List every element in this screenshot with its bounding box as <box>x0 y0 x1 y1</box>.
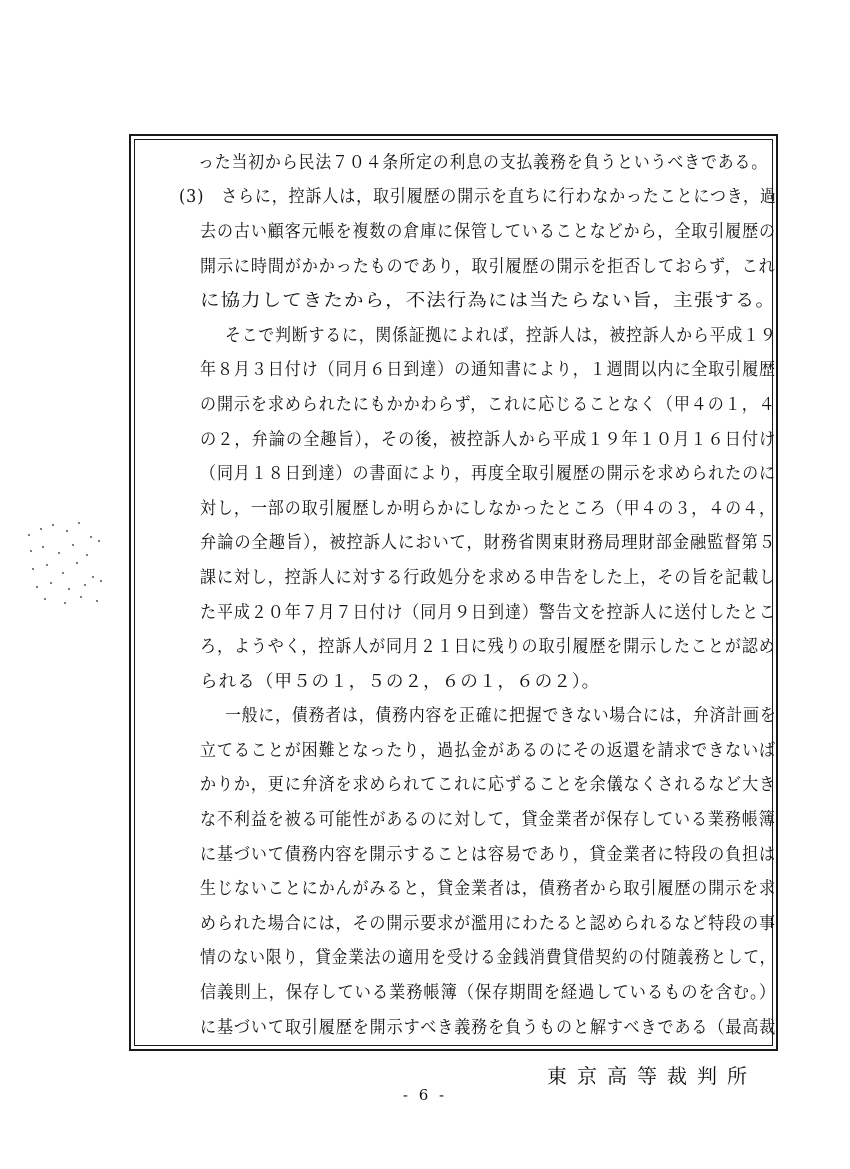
body-line: 去の古い顧客元帳を複数の倉庫に保管していることなどから，全取引履歴の <box>200 222 776 242</box>
paragraph-start-line: 一般に，債務者は，債務内容を正確に把握できない場合には，弁済計画を <box>225 706 777 726</box>
body-line: 生じないことにかんがみると，貸金業者は，債務者から取引履歴の開示を求 <box>200 879 776 899</box>
body-line: められた場合には，その開示要求が濫用にわたると認められるなど特段の事 <box>200 914 776 934</box>
body-line: に協力してきたから，不法行為には当たらない旨，主張する。 <box>200 291 776 311</box>
body-line: 信義則上，保存している業務帳簿（保存期間を経過しているものを含む。） <box>200 983 777 1003</box>
body-line: った当初から民法７０４条所定の利息の支払義務を負うというべきである。 <box>198 153 768 173</box>
body-line: の２，弁論の全趣旨），その後，被控訴人から平成１９年１０月１６日付け <box>200 430 777 450</box>
body-line: ろ，ようやく，控訴人が同月２１日に残りの取引履歴を開示したことが認め <box>200 637 776 657</box>
body-line: 立てることが困難となったり，過払金があるのにその返還を請求できないば <box>200 741 776 761</box>
body-line: 情のない限り，貸金業法の適用を受ける金銭消費貸借契約の付随義務として， <box>200 948 777 968</box>
page-number: - 6 - <box>402 1086 448 1104</box>
paragraph-start-line: そこで判断するに，関係証拠によれば，控訴人は，被控訴人から平成１９ <box>225 326 777 346</box>
body-line: （同月１８日到達）の書面により，再度全取引履歴の開示を求められたのに <box>200 464 776 484</box>
body-line: 課に対し，控訴人に対する行政処分を求める申告をした上，その旨を記載し <box>200 568 776 588</box>
body-line: 対し，一部の取引履歴しか明らかにしなかったところ（甲４の３，４の４， <box>200 499 776 519</box>
body-line: かりか，更に弁済を求められてこれに応ずることを余儀なくされるなど大き <box>200 775 776 795</box>
body-line: た平成２０年７月７日付け（同月９日到達）警告文を控訴人に送付したとこ <box>200 603 776 623</box>
court-name: 東京高等裁判所 <box>547 1064 757 1088</box>
body-line: 開示に時間がかかったものであり，取引履歴の開示を拒否しておらず，これ <box>200 257 776 277</box>
body-line: 弁論の全趣旨），被控訴人において，財務省関東財務局理財部金融監督第５ <box>200 533 776 553</box>
body-line: に基づいて債務内容を開示することは容易であり，貸金業者に特段の負担は <box>200 845 776 865</box>
body-line: の開示を求められたにもかかわらず，これに応じることなく（甲４の１，４ <box>200 395 776 415</box>
body-line: 年８月３日付け（同月６日到達）の通知書により，１週間以内に全取引履歴 <box>200 360 776 380</box>
section-3-heading-line: (3) さらに，控訴人は，取引履歴の開示を直ちに行わなかったことにつき，過 <box>179 187 777 207</box>
body-line: られる（甲５の１，５の２，６の１，６の２）。 <box>200 672 601 692</box>
body-line: な不利益を被る可能性があるのに対して，貸金業者が保存している業務帳簿 <box>200 810 776 830</box>
body-line: に基づいて取引履歴を開示すべき義務を負うものと解すべきである（最高裁 <box>200 1018 777 1038</box>
